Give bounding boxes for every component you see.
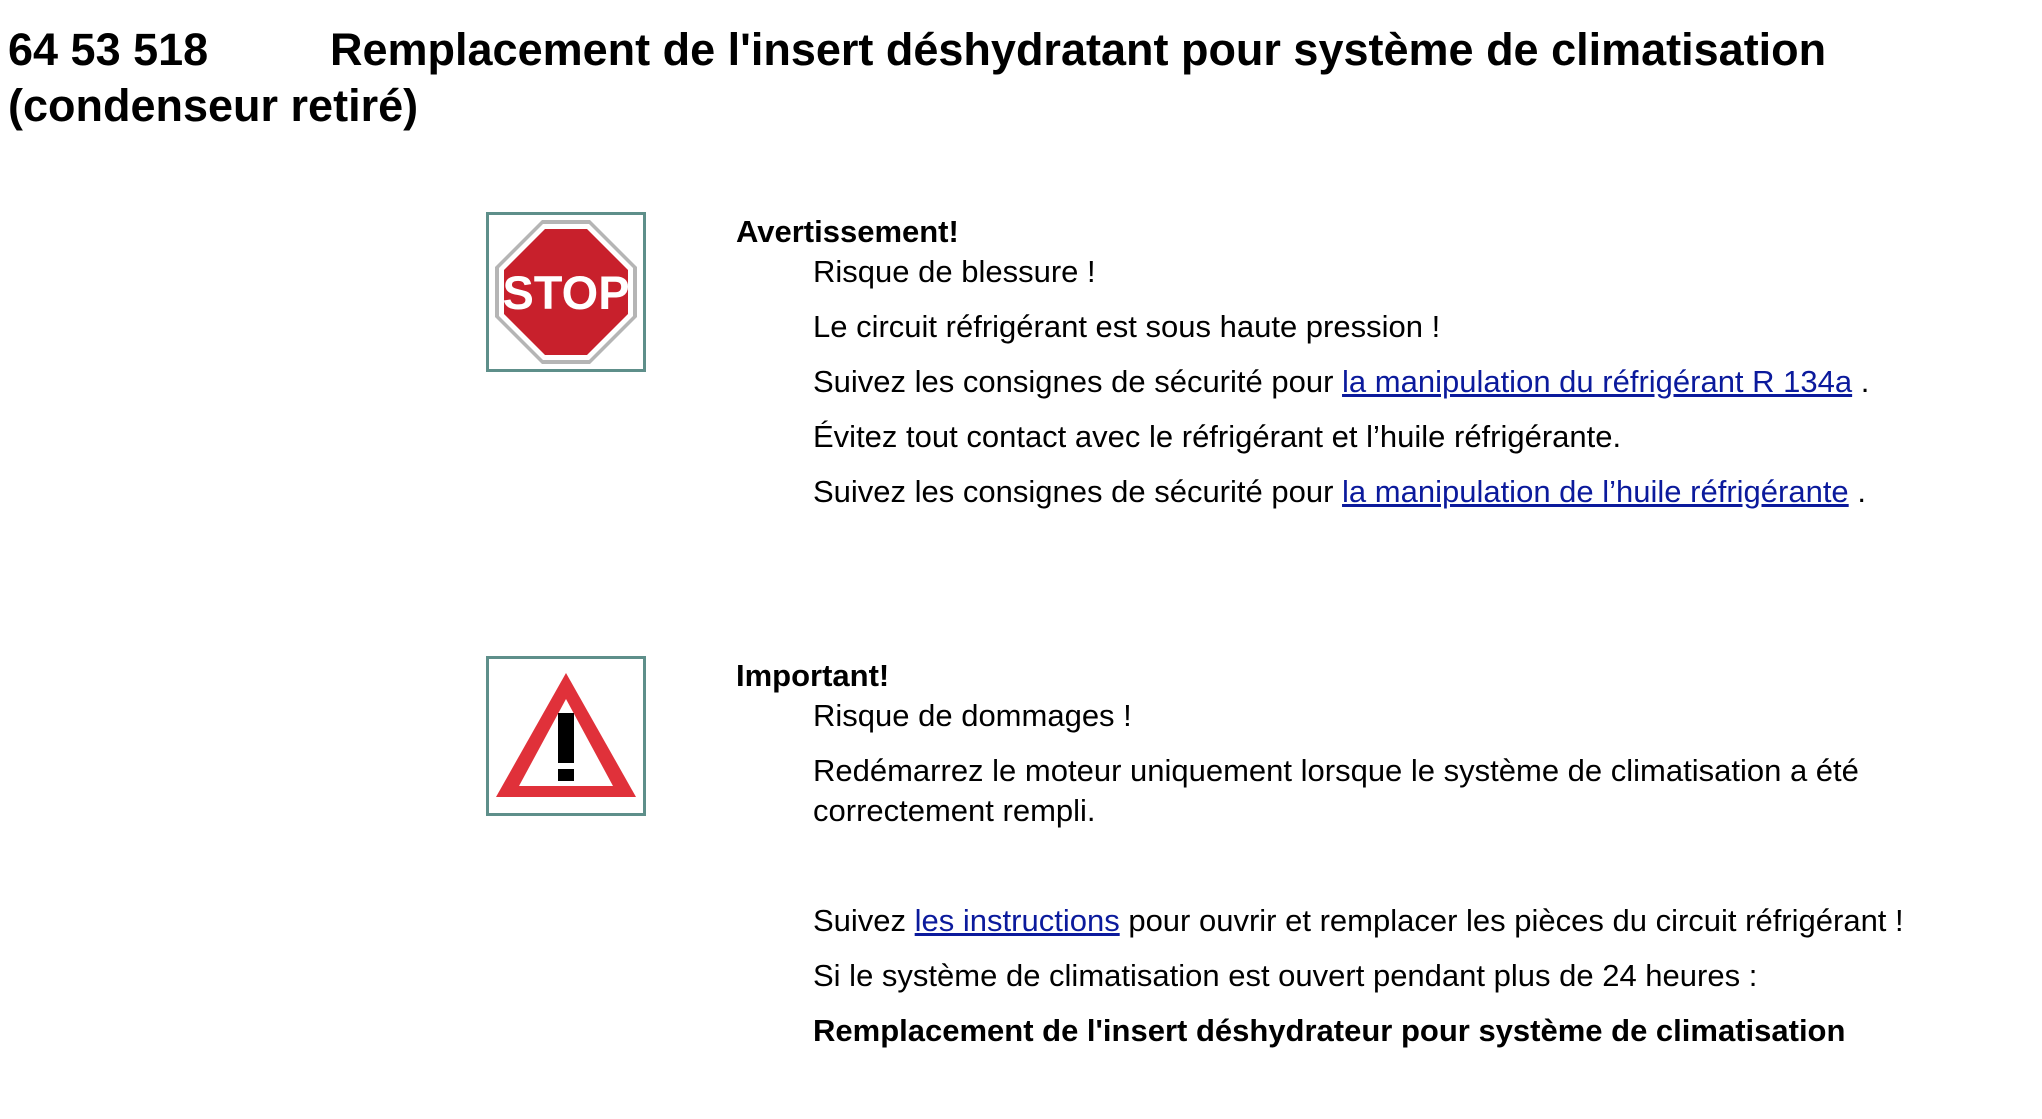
important-line-open-24h: Si le système de climatisation est ouvert pendant plus de 24 heures : — [813, 958, 1758, 993]
warning-line-refrigerant-safety — [813, 362, 1993, 402]
important-line-instructions — [813, 901, 1993, 941]
warning-heading: Avertissement! — [736, 214, 959, 249]
document-title-text: Remplacement de l'insert déshydratant pour système de climatisation (condenseur retiré) — [8, 24, 1827, 131]
stop-sign-icon — [486, 212, 646, 372]
instructions-prefix: Suivez — [813, 903, 907, 938]
warning-triangle-icon — [486, 656, 646, 816]
refrigerant-safety-prefix: Suivez les consignes de sécurité pour — [813, 364, 1334, 399]
refrigerant-handling-link[interactable]: la manipulation du réfrigérant R 134a — [1342, 364, 1853, 399]
warning-line-injury-risk: Risque de blessure ! — [813, 254, 1096, 289]
important-line-damage-risk: Risque de dommages ! — [813, 698, 1132, 733]
stop-sign-label: STOP — [502, 266, 630, 319]
instructions-link[interactable]: les instructions — [914, 903, 1120, 938]
important-line-replace-dryer-insert: Remplacement de l'insert déshydrateur pour système de climatisation — [813, 1013, 1846, 1048]
oil-safety-suffix: . — [1857, 474, 1866, 509]
warning-line-oil-safety — [813, 472, 1993, 512]
document-reference-number: 64 53 518 — [8, 24, 209, 75]
refrigerant-oil-handling-link[interactable]: la manipulation de l’huile réfrigérante — [1342, 474, 1849, 509]
warning-line-avoid-contact: Évitez tout contact avec le réfrigérant et l’huile réfrigérante. — [813, 419, 1622, 454]
instructions-suffix: pour ouvrir et remplacer les pièces du circuit réfrigérant ! — [1128, 903, 1904, 938]
important-line-restart-engine: Redémarrez le moteur uniquement lorsque le système de climatisation a été correctement rempli. — [813, 753, 1859, 828]
page-title — [8, 22, 1998, 134]
warning-line-high-pressure: Le circuit réfrigérant est sous haute pression ! — [813, 309, 1441, 344]
refrigerant-safety-suffix: . — [1860, 364, 1870, 399]
important-heading: Important! — [736, 658, 890, 693]
oil-safety-prefix: Suivez les consignes de sécurité pour — [813, 474, 1334, 509]
